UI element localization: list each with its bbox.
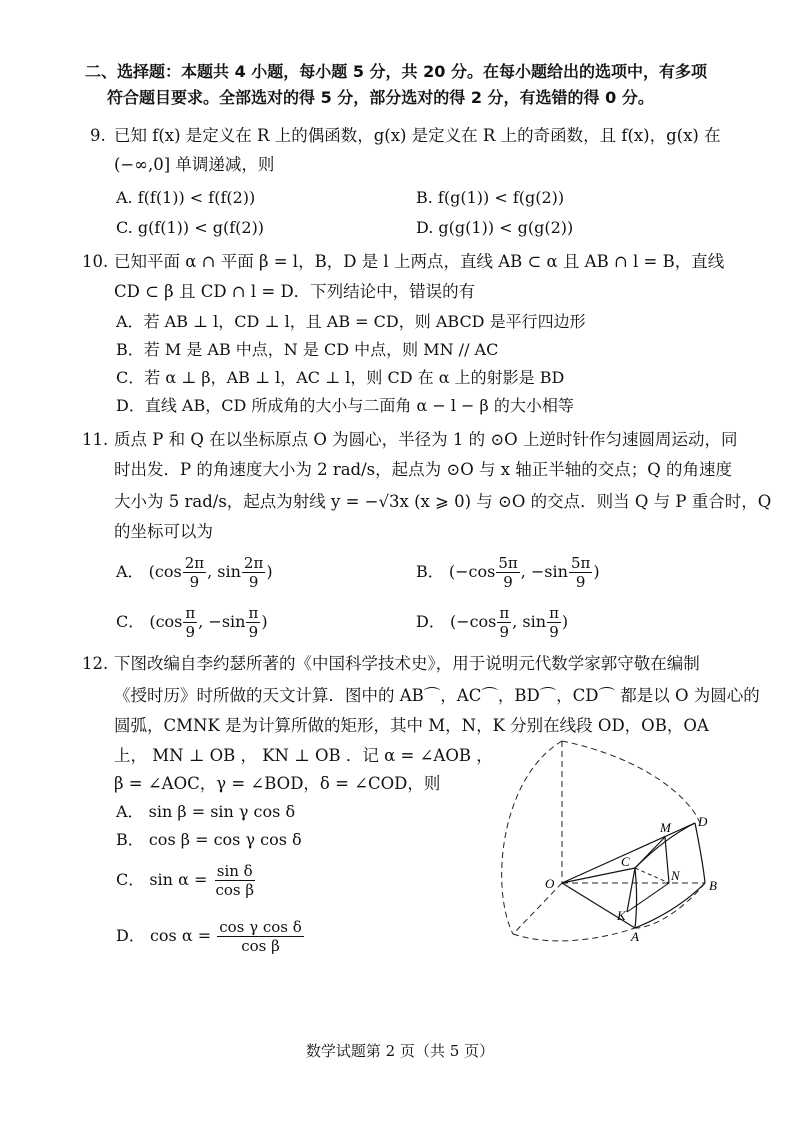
option-a: A． sin β = sin γ cos δ: [116, 802, 296, 821]
line-c-k: [627, 868, 635, 912]
arc-ac: [635, 868, 637, 928]
option-d: D. g(g(1)) < g(g(2)): [416, 218, 574, 237]
option-b: B．若 M 是 AB 中点，N 是 CD 中点，则 MN // AC: [116, 340, 499, 359]
option-b: B． cos β = cos γ cos δ: [116, 830, 302, 849]
line-o-c: [562, 868, 635, 883]
option-d: D． cos α = $\frac{\text{cos γ cos δ}}{\text{cos β}}$: [116, 918, 302, 955]
question-text: CD ⊂ β 且 CD ∩ l = D．下列结论中，错误的有: [114, 282, 476, 301]
line-k-n: [627, 883, 669, 912]
label-n: N: [671, 868, 680, 883]
question-text: 已知平面 α ∩ 平面 β = l，B，D 是 l 上两点，直线 AB ⊂ α 且 AB ∩ l = B，直线: [114, 252, 725, 271]
line-c-m: [635, 837, 665, 868]
dashed-line-o-bottom: [513, 883, 562, 934]
question-text: 时出发．P 的角速度大小为 2 rad/s，起点为 ⊙O 与 x 轴正半轴的交点；Q 的角速度: [114, 460, 733, 479]
option-d: D．直线 AB，CD 所成角的大小与二面角 α − l − β 的大小相等: [116, 396, 574, 415]
label-b: B: [709, 878, 717, 893]
question-text: 大小为 5 rad/s，起点为射线 y = −√3x (x ⩾ 0) 与 ⊙O 的交点．则当 Q 与 P 重合时，Q: [114, 492, 772, 511]
question-text: 上， MN ⊥ OB ， KN ⊥ OB ．记 α = ∠AOB ，: [114, 746, 493, 765]
question-text: 已知 f(x) 是定义在 R 上的偶函数，g(x) 是定义在 R 上的奇函数，且 f(x)，g(x) 在: [114, 126, 721, 145]
dashed-arc-bottom: [513, 928, 635, 941]
option-b: B． (−cos $\frac{5\pi}{9}$ , −sin $\frac{5\pi}{9}$ ): [416, 554, 600, 591]
dashed-arc-right: [635, 883, 705, 928]
section-heading-line1: 二、选择题：本题共 4 小题，每小题 5 分，共 20 分。在每小题给出的选项中，有多项: [85, 62, 707, 81]
option-d: D． (−cos $\frac{\pi}{9}$ , sin $\frac{\pi}{9}$ ): [416, 604, 569, 641]
question-text: (−∞,0] 单调递减，则: [114, 155, 275, 174]
arc-bd: [695, 823, 705, 883]
question-number: 12.: [82, 654, 109, 673]
label-c: C: [621, 854, 630, 869]
dashed-arc-top-right: [562, 741, 700, 823]
option-a: A. f(f(1)) < f(f(2)): [116, 188, 256, 207]
label-k: K: [617, 908, 626, 923]
sphere-geometry-figure: [495, 738, 755, 948]
option-c: C． sin α = $\frac{\text{sin δ}}{\text{cos β}}$: [116, 862, 255, 899]
question-number: 9.: [90, 126, 106, 145]
label-o: O: [545, 876, 555, 891]
option-c: C．若 α ⊥ β，AB ⊥ l，AC ⊥ l，则 CD 在 α 上的射影是 BD: [116, 368, 565, 387]
section-heading-line2: 符合题目要求。全部选对的得 5 分，部分选对的得 2 分，有选错的得 0 分。: [107, 88, 654, 107]
question-number: 10.: [82, 252, 109, 271]
question-text: 下图改编自李约瑟所著的《中国科学技术史》，用于说明元代数学家郭守敬在编制: [114, 654, 700, 673]
dashed-line-c-n: [635, 868, 669, 883]
label-d: D: [698, 814, 708, 829]
question-text: 质点 P 和 Q 在以坐标原点 O 为圆心，半径为 1 的 ⊙O 上逆时针作匀速圆周运动，同: [114, 430, 738, 449]
label-a: A: [631, 929, 639, 944]
arc-ab: [635, 883, 705, 928]
question-text: 《授时历》时所做的天文计算．图中的 AB⌒，AC⌒，BD⌒，CD⌒ 都是以 O 为圆心的: [114, 686, 760, 705]
label-m: M: [660, 820, 671, 835]
option-a: A．若 AB ⊥ l，CD ⊥ l，且 AB = CD，则 ABCD 是平行四边形: [116, 312, 586, 331]
line-m-n: [665, 837, 669, 883]
option-b: B. f(g(1)) < f(g(2)): [416, 188, 565, 207]
question-number: 11.: [82, 430, 109, 449]
page-footer: 数学试题第 2 页（共 5 页）: [305, 1042, 495, 1060]
option-a: A． (cos $\frac{2\pi}{9}$ , sin $\frac{2\pi}{9}$ ): [116, 554, 273, 591]
question-text: 圆弧，CMNK 是为计算所做的矩形，其中 M，N，K 分别在线段 OD，OB，OA: [114, 716, 709, 735]
option-c: C. g(f(1)) < g(f(2)): [116, 218, 265, 237]
dashed-arc-left: [502, 741, 562, 934]
question-text: β = ∠AOC，γ = ∠BOD，δ = ∠COD，则: [114, 774, 441, 793]
question-text: 的坐标可以为: [114, 522, 213, 541]
option-c: C． (cos $\frac{\pi}{9}$ , −sin $\frac{\pi}{9}$ ): [116, 604, 268, 641]
